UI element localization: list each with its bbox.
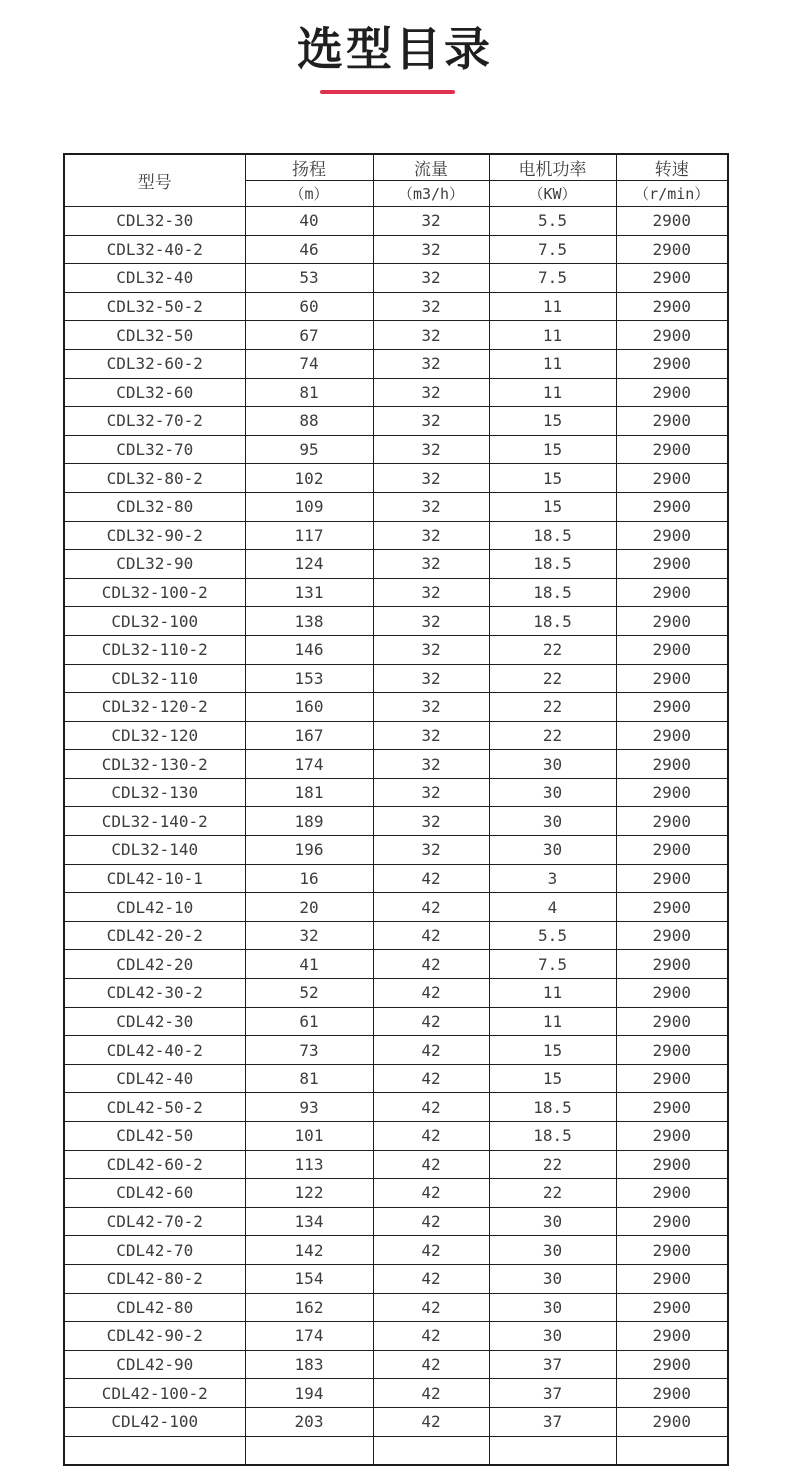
- model-cell: CDL32-120: [64, 721, 245, 750]
- speed-cell: 2900: [616, 550, 728, 579]
- model-cell: CDL42-80: [64, 1293, 245, 1322]
- model-cell: CDL42-60: [64, 1179, 245, 1208]
- power-cell: 18.5: [489, 607, 616, 636]
- table-row: [64, 979, 728, 1008]
- head-cell: 142: [245, 1236, 373, 1265]
- power-cell: 18.5: [489, 1122, 616, 1151]
- flow-cell: 42: [373, 1093, 489, 1122]
- model-cell: CDL42-70-2: [64, 1207, 245, 1236]
- model-cell: CDL42-10: [64, 893, 245, 922]
- table-partial-row-body: [64, 1436, 728, 1465]
- head-cell: 183: [245, 1350, 373, 1379]
- flow-cell: 32: [373, 207, 489, 236]
- flow-cell: 42: [373, 1122, 489, 1151]
- table-row: [64, 921, 728, 950]
- power-cell: 22: [489, 635, 616, 664]
- power-cell: 3: [489, 864, 616, 893]
- head-cell: 134: [245, 1207, 373, 1236]
- header-row-labels: [64, 154, 728, 181]
- flow-cell: 32: [373, 521, 489, 550]
- speed-cell: 2900: [616, 693, 728, 722]
- model-cell: CDL42-40-2: [64, 1036, 245, 1065]
- table-row: [64, 1322, 728, 1351]
- head-cell: 67: [245, 321, 373, 350]
- power-cell: 37: [489, 1350, 616, 1379]
- power-cell: 30: [489, 836, 616, 865]
- model-cell: CDL32-140: [64, 836, 245, 865]
- speed-cell: 2900: [616, 578, 728, 607]
- title-underline-decoration: [320, 90, 455, 94]
- table-row: [64, 1407, 728, 1436]
- head-cell: 138: [245, 607, 373, 636]
- power-cell: 11: [489, 378, 616, 407]
- speed-cell: 2900: [616, 635, 728, 664]
- power-cell: 11: [489, 321, 616, 350]
- table-header: [64, 154, 728, 207]
- speed-cell: 2900: [616, 807, 728, 836]
- column-unit-flow: （m3/h）: [373, 181, 489, 207]
- table-row: [64, 1007, 728, 1036]
- model-cell: CDL32-50: [64, 321, 245, 350]
- power-cell: 15: [489, 492, 616, 521]
- table-row: [64, 235, 728, 264]
- table-row: [64, 664, 728, 693]
- power-cell: 7.5: [489, 950, 616, 979]
- head-cell: 124: [245, 550, 373, 579]
- model-cell: CDL32-140-2: [64, 807, 245, 836]
- flow-cell: 32: [373, 635, 489, 664]
- model-cell: CDL32-90: [64, 550, 245, 579]
- speed-cell: 2900: [616, 378, 728, 407]
- flow-cell: 32: [373, 750, 489, 779]
- flow-cell: 42: [373, 950, 489, 979]
- head-cell: 174: [245, 1322, 373, 1351]
- model-cell: CDL42-30-2: [64, 979, 245, 1008]
- head-cell: 20: [245, 893, 373, 922]
- flow-cell: 42: [373, 1207, 489, 1236]
- flow-cell: 42: [373, 1007, 489, 1036]
- head-cell: 203: [245, 1407, 373, 1436]
- table-body: [64, 207, 728, 1437]
- flow-cell: 42: [373, 979, 489, 1008]
- column-header-model: 型号: [64, 154, 245, 207]
- table-row: [64, 492, 728, 521]
- table-row: [64, 521, 728, 550]
- power-cell: 30: [489, 807, 616, 836]
- flow-cell: 32: [373, 349, 489, 378]
- head-cell: 146: [245, 635, 373, 664]
- model-cell: CDL32-100: [64, 607, 245, 636]
- flow-cell: 42: [373, 1379, 489, 1408]
- model-cell: CDL42-70: [64, 1236, 245, 1265]
- speed-cell: 2900: [616, 1122, 728, 1151]
- head-cell: 181: [245, 778, 373, 807]
- table-row: [64, 349, 728, 378]
- flow-cell: 32: [373, 407, 489, 436]
- head-cell: 73: [245, 1036, 373, 1065]
- table-row: [64, 750, 728, 779]
- table-row: [64, 407, 728, 436]
- model-cell: CDL32-110-2: [64, 635, 245, 664]
- model-cell: CDL32-130-2: [64, 750, 245, 779]
- speed-cell: 2900: [616, 1407, 728, 1436]
- flow-cell: 32: [373, 235, 489, 264]
- head-cell: 167: [245, 721, 373, 750]
- model-cell: CDL42-80-2: [64, 1264, 245, 1293]
- power-cell: 22: [489, 721, 616, 750]
- flow-cell: 32: [373, 693, 489, 722]
- flow-cell: 32: [373, 578, 489, 607]
- head-cell: 93: [245, 1093, 373, 1122]
- head-cell: 95: [245, 435, 373, 464]
- head-cell: 41: [245, 950, 373, 979]
- flow-cell: 42: [373, 893, 489, 922]
- head-cell: 162: [245, 1293, 373, 1322]
- table-row: [64, 721, 728, 750]
- speed-cell: 2900: [616, 207, 728, 236]
- column-header-motor-power: 电机功率: [489, 154, 616, 181]
- model-cell: CDL32-70: [64, 435, 245, 464]
- power-cell: 22: [489, 1150, 616, 1179]
- power-cell: 11: [489, 349, 616, 378]
- speed-cell: 2900: [616, 1264, 728, 1293]
- head-cell: 154: [245, 1264, 373, 1293]
- table-row: [64, 292, 728, 321]
- head-cell: 101: [245, 1122, 373, 1151]
- head-cell: 194: [245, 1379, 373, 1408]
- speed-cell: 2900: [616, 1379, 728, 1408]
- speed-cell: 2900: [616, 1322, 728, 1351]
- head-cell: 32: [245, 921, 373, 950]
- head-cell: 131: [245, 578, 373, 607]
- flow-cell: 32: [373, 778, 489, 807]
- flow-cell: 42: [373, 1407, 489, 1436]
- table-row: [64, 578, 728, 607]
- speed-cell: 2900: [616, 950, 728, 979]
- speed-cell: 2900: [616, 750, 728, 779]
- power-cell: 30: [489, 1207, 616, 1236]
- power-cell: 15: [489, 1036, 616, 1065]
- head-cell: 40: [245, 207, 373, 236]
- model-cell: CDL32-120-2: [64, 693, 245, 722]
- power-cell: 7.5: [489, 264, 616, 293]
- speed-cell: 2900: [616, 1293, 728, 1322]
- table-row: [64, 950, 728, 979]
- speed-cell: 2900: [616, 435, 728, 464]
- head-cell: 61: [245, 1007, 373, 1036]
- table-row: [64, 1293, 728, 1322]
- power-cell: [489, 1436, 616, 1465]
- power-cell: 18.5: [489, 550, 616, 579]
- flow-cell: 32: [373, 807, 489, 836]
- power-cell: 18.5: [489, 521, 616, 550]
- speed-cell: 2900: [616, 1093, 728, 1122]
- head-cell: 113: [245, 1150, 373, 1179]
- model-cell: CDL42-50: [64, 1122, 245, 1151]
- speed-cell: 2900: [616, 1036, 728, 1065]
- speed-cell: 2900: [616, 1064, 728, 1093]
- speed-cell: 2900: [616, 235, 728, 264]
- table-row: [64, 607, 728, 636]
- flow-cell: 42: [373, 1322, 489, 1351]
- model-cell: CDL42-50-2: [64, 1093, 245, 1122]
- speed-cell: 2900: [616, 492, 728, 521]
- table-row: [64, 321, 728, 350]
- head-cell: 16: [245, 864, 373, 893]
- power-cell: 30: [489, 1322, 616, 1351]
- table-row: [64, 1379, 728, 1408]
- head-cell: 153: [245, 664, 373, 693]
- power-cell: 11: [489, 979, 616, 1008]
- flow-cell: 32: [373, 292, 489, 321]
- power-cell: 22: [489, 664, 616, 693]
- head-cell: [245, 1436, 373, 1465]
- table-row: [64, 1150, 728, 1179]
- head-cell: 174: [245, 750, 373, 779]
- power-cell: 5.5: [489, 207, 616, 236]
- flow-cell: [373, 1436, 489, 1465]
- model-cell: CDL32-40-2: [64, 235, 245, 264]
- head-cell: 117: [245, 521, 373, 550]
- power-cell: 30: [489, 750, 616, 779]
- flow-cell: 32: [373, 378, 489, 407]
- power-cell: 37: [489, 1407, 616, 1436]
- flow-cell: 42: [373, 1236, 489, 1265]
- model-cell: CDL32-70-2: [64, 407, 245, 436]
- head-cell: 160: [245, 693, 373, 722]
- speed-cell: [616, 1436, 728, 1465]
- flow-cell: 32: [373, 664, 489, 693]
- head-cell: 53: [245, 264, 373, 293]
- model-cell: CDL42-30: [64, 1007, 245, 1036]
- table-row: [64, 1236, 728, 1265]
- page-title: 选型目录: [297, 22, 493, 76]
- table-row: [64, 778, 728, 807]
- power-cell: 15: [489, 464, 616, 493]
- speed-cell: 2900: [616, 1350, 728, 1379]
- flow-cell: 42: [373, 864, 489, 893]
- speed-cell: 2900: [616, 1007, 728, 1036]
- speed-cell: 2900: [616, 921, 728, 950]
- model-cell: CDL32-40: [64, 264, 245, 293]
- flow-cell: 42: [373, 921, 489, 950]
- table-row-partial: [64, 1436, 728, 1465]
- table-row: [64, 1264, 728, 1293]
- table-row: [64, 807, 728, 836]
- speed-cell: 2900: [616, 607, 728, 636]
- power-cell: 5.5: [489, 921, 616, 950]
- head-cell: 88: [245, 407, 373, 436]
- speed-cell: 2900: [616, 721, 728, 750]
- power-cell: 11: [489, 292, 616, 321]
- model-cell: CDL32-30: [64, 207, 245, 236]
- head-cell: 52: [245, 979, 373, 1008]
- flow-cell: 42: [373, 1264, 489, 1293]
- model-cell: CDL32-80: [64, 492, 245, 521]
- flow-cell: 32: [373, 836, 489, 865]
- flow-cell: 42: [373, 1350, 489, 1379]
- column-header-flow: 流量: [373, 154, 489, 181]
- power-cell: 4: [489, 893, 616, 922]
- table-row: [64, 1064, 728, 1093]
- power-cell: 30: [489, 778, 616, 807]
- table-row: [64, 836, 728, 865]
- flow-cell: 42: [373, 1064, 489, 1093]
- column-unit-head: （m）: [245, 181, 373, 207]
- head-cell: 74: [245, 349, 373, 378]
- power-cell: 15: [489, 435, 616, 464]
- flow-cell: 32: [373, 550, 489, 579]
- table-row: [64, 1122, 728, 1151]
- flow-cell: 32: [373, 721, 489, 750]
- selection-table-container: [63, 153, 727, 1466]
- power-cell: 18.5: [489, 578, 616, 607]
- model-cell: CDL32-50-2: [64, 292, 245, 321]
- model-cell: CDL32-60-2: [64, 349, 245, 378]
- table-row: [64, 207, 728, 236]
- model-cell: CDL42-20: [64, 950, 245, 979]
- flow-cell: 42: [373, 1179, 489, 1208]
- speed-cell: 2900: [616, 464, 728, 493]
- model-cell: CDL32-80-2: [64, 464, 245, 493]
- speed-cell: 2900: [616, 893, 728, 922]
- head-cell: 196: [245, 836, 373, 865]
- model-cell: [64, 1436, 245, 1465]
- speed-cell: 2900: [616, 778, 728, 807]
- table-row: [64, 464, 728, 493]
- speed-cell: 2900: [616, 407, 728, 436]
- power-cell: 22: [489, 693, 616, 722]
- model-cell: CDL42-100: [64, 1407, 245, 1436]
- model-cell: CDL42-100-2: [64, 1379, 245, 1408]
- model-cell: CDL42-20-2: [64, 921, 245, 950]
- model-cell: CDL32-100-2: [64, 578, 245, 607]
- speed-cell: 2900: [616, 521, 728, 550]
- flow-cell: 32: [373, 435, 489, 464]
- model-cell: CDL42-10-1: [64, 864, 245, 893]
- model-cell: CDL42-60-2: [64, 1150, 245, 1179]
- speed-cell: 2900: [616, 836, 728, 865]
- table-row: [64, 1093, 728, 1122]
- table-row: [64, 378, 728, 407]
- flow-cell: 42: [373, 1036, 489, 1065]
- speed-cell: 2900: [616, 349, 728, 378]
- speed-cell: 2900: [616, 1179, 728, 1208]
- speed-cell: 2900: [616, 292, 728, 321]
- model-cell: CDL32-130: [64, 778, 245, 807]
- power-cell: 22: [489, 1179, 616, 1208]
- table-row: [64, 435, 728, 464]
- table-row: [64, 864, 728, 893]
- power-cell: 7.5: [489, 235, 616, 264]
- power-cell: 11: [489, 1007, 616, 1036]
- speed-cell: 2900: [616, 664, 728, 693]
- power-cell: 30: [489, 1236, 616, 1265]
- table-row: [64, 893, 728, 922]
- table-row: [64, 635, 728, 664]
- model-cell: CDL42-40: [64, 1064, 245, 1093]
- head-cell: 109: [245, 492, 373, 521]
- table-row: [64, 1350, 728, 1379]
- table-row: [64, 1207, 728, 1236]
- head-cell: 46: [245, 235, 373, 264]
- table-row: [64, 693, 728, 722]
- column-header-speed: 转速: [616, 154, 728, 181]
- model-cell: CDL32-60: [64, 378, 245, 407]
- power-cell: 37: [489, 1379, 616, 1408]
- speed-cell: 2900: [616, 321, 728, 350]
- table-row: [64, 264, 728, 293]
- column-unit-motor-power: （KW）: [489, 181, 616, 207]
- flow-cell: 42: [373, 1150, 489, 1179]
- power-cell: 30: [489, 1293, 616, 1322]
- table-row: [64, 550, 728, 579]
- power-cell: 30: [489, 1264, 616, 1293]
- flow-cell: 32: [373, 264, 489, 293]
- pump-selection-table: [63, 153, 729, 1466]
- head-cell: 60: [245, 292, 373, 321]
- flow-cell: 32: [373, 492, 489, 521]
- head-cell: 81: [245, 378, 373, 407]
- table-row: [64, 1036, 728, 1065]
- head-cell: 189: [245, 807, 373, 836]
- head-cell: 81: [245, 1064, 373, 1093]
- model-cell: CDL42-90: [64, 1350, 245, 1379]
- power-cell: 15: [489, 407, 616, 436]
- table-row: [64, 1179, 728, 1208]
- column-header-head: 扬程: [245, 154, 373, 181]
- speed-cell: 2900: [616, 1150, 728, 1179]
- speed-cell: 2900: [616, 979, 728, 1008]
- speed-cell: 2900: [616, 864, 728, 893]
- speed-cell: 2900: [616, 1207, 728, 1236]
- speed-cell: 2900: [616, 264, 728, 293]
- model-cell: CDL32-90-2: [64, 521, 245, 550]
- model-cell: CDL42-90-2: [64, 1322, 245, 1351]
- power-cell: 18.5: [489, 1093, 616, 1122]
- column-unit-speed: （r/min）: [616, 181, 728, 207]
- speed-cell: 2900: [616, 1236, 728, 1265]
- flow-cell: 32: [373, 321, 489, 350]
- model-cell: CDL32-110: [64, 664, 245, 693]
- flow-cell: 32: [373, 464, 489, 493]
- head-cell: 122: [245, 1179, 373, 1208]
- power-cell: 15: [489, 1064, 616, 1093]
- head-cell: 102: [245, 464, 373, 493]
- flow-cell: 32: [373, 607, 489, 636]
- flow-cell: 42: [373, 1293, 489, 1322]
